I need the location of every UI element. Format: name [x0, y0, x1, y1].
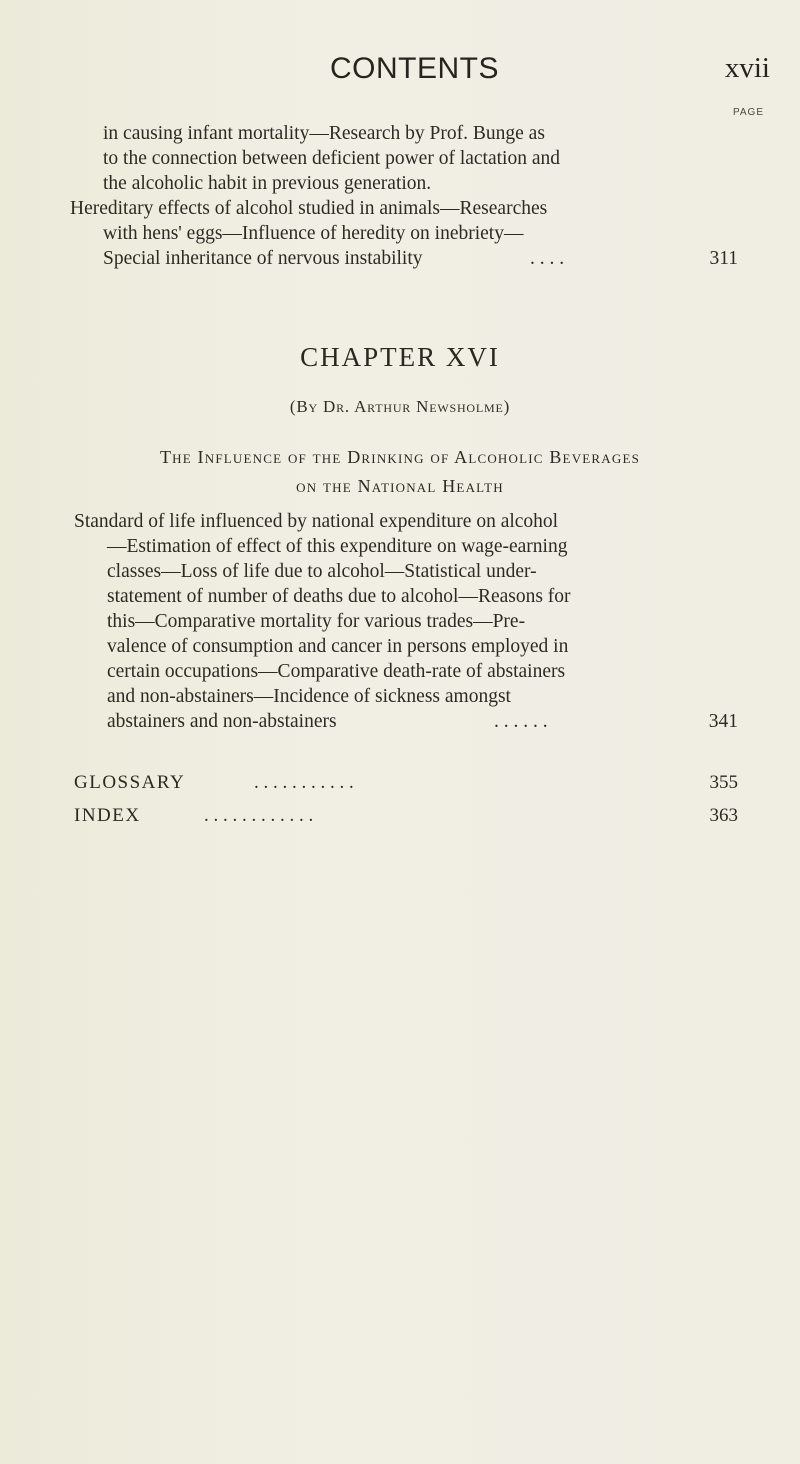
chapter-byline: (By Dr. Arthur Newsholme) — [289, 397, 511, 416]
chapter-title — [0, 443, 800, 501]
entry-line-last — [70, 246, 738, 271]
glossary-label: GLOSSARY — [74, 772, 186, 793]
page-number: 355 — [709, 772, 738, 793]
entry-line: this—Comparative mortality for various trades—Pre- — [107, 611, 526, 632]
entry-line: valence of consumption and cancer in persons employed in — [107, 636, 569, 657]
chapter-heading: CHAPTER XVI — [300, 342, 500, 372]
leader-dots: . . . . — [530, 248, 565, 269]
entry-line: with hens' eggs—Influence of heredity on inebriety— — [103, 223, 524, 244]
entry-text: abstainers and non-abstainers — [107, 711, 337, 732]
glossary-entry — [74, 772, 738, 794]
chapter-entry — [74, 509, 738, 734]
entry-line: the alcoholic habit in previous generation. — [103, 173, 432, 194]
running-head-title: CONTENTS — [330, 52, 499, 85]
entry-line: to the connection between deficient power of lactation and — [103, 148, 560, 169]
entry-line: certain occupations—Comparative death-rate of abstainers — [107, 661, 566, 682]
page-number: 341 — [708, 711, 738, 732]
entry-text: Special inheritance of nervous instability — [103, 248, 423, 269]
running-head — [0, 52, 800, 92]
entry-line-last — [74, 709, 738, 734]
index-entry — [74, 805, 738, 827]
hereditary-entry — [70, 196, 738, 271]
page-number: 363 — [709, 805, 738, 826]
leader-dots: . . . . . . . . . . . — [254, 772, 354, 793]
entry-line: statement of number of deaths due to alcohol—Reasons for — [107, 586, 571, 607]
chapter-title-line: on the National Health — [296, 476, 504, 496]
leader-dots: . . . . . . — [494, 711, 548, 732]
page-column-label: PAGE — [732, 107, 764, 118]
entry-line: and non-abstainers—Incidence of sickness amongst — [107, 686, 511, 707]
page-number: 311 — [709, 248, 738, 269]
index-label: INDEX — [74, 805, 141, 826]
leader-dots: . . . . . . . . . . . . — [204, 805, 314, 826]
entry-line: in causing infant mortality—Research by Prof. Bunge as — [103, 123, 545, 144]
chapter-title-line: The Influence of the Drinking of Alcoholic Beverages — [159, 447, 641, 467]
entry-line: Hereditary effects of alcohol studied in animals—Researches — [70, 198, 548, 219]
entry-line: classes—Loss of life due to alcohol—Statistical under- — [107, 561, 537, 582]
entry-line: Standard of life influenced by national expenditure on alcohol — [74, 511, 559, 532]
page-folio: xvii — [724, 52, 770, 84]
entry-line: —Estimation of effect of this expenditure on wage-earning — [107, 536, 568, 557]
continued-entry — [70, 121, 738, 196]
